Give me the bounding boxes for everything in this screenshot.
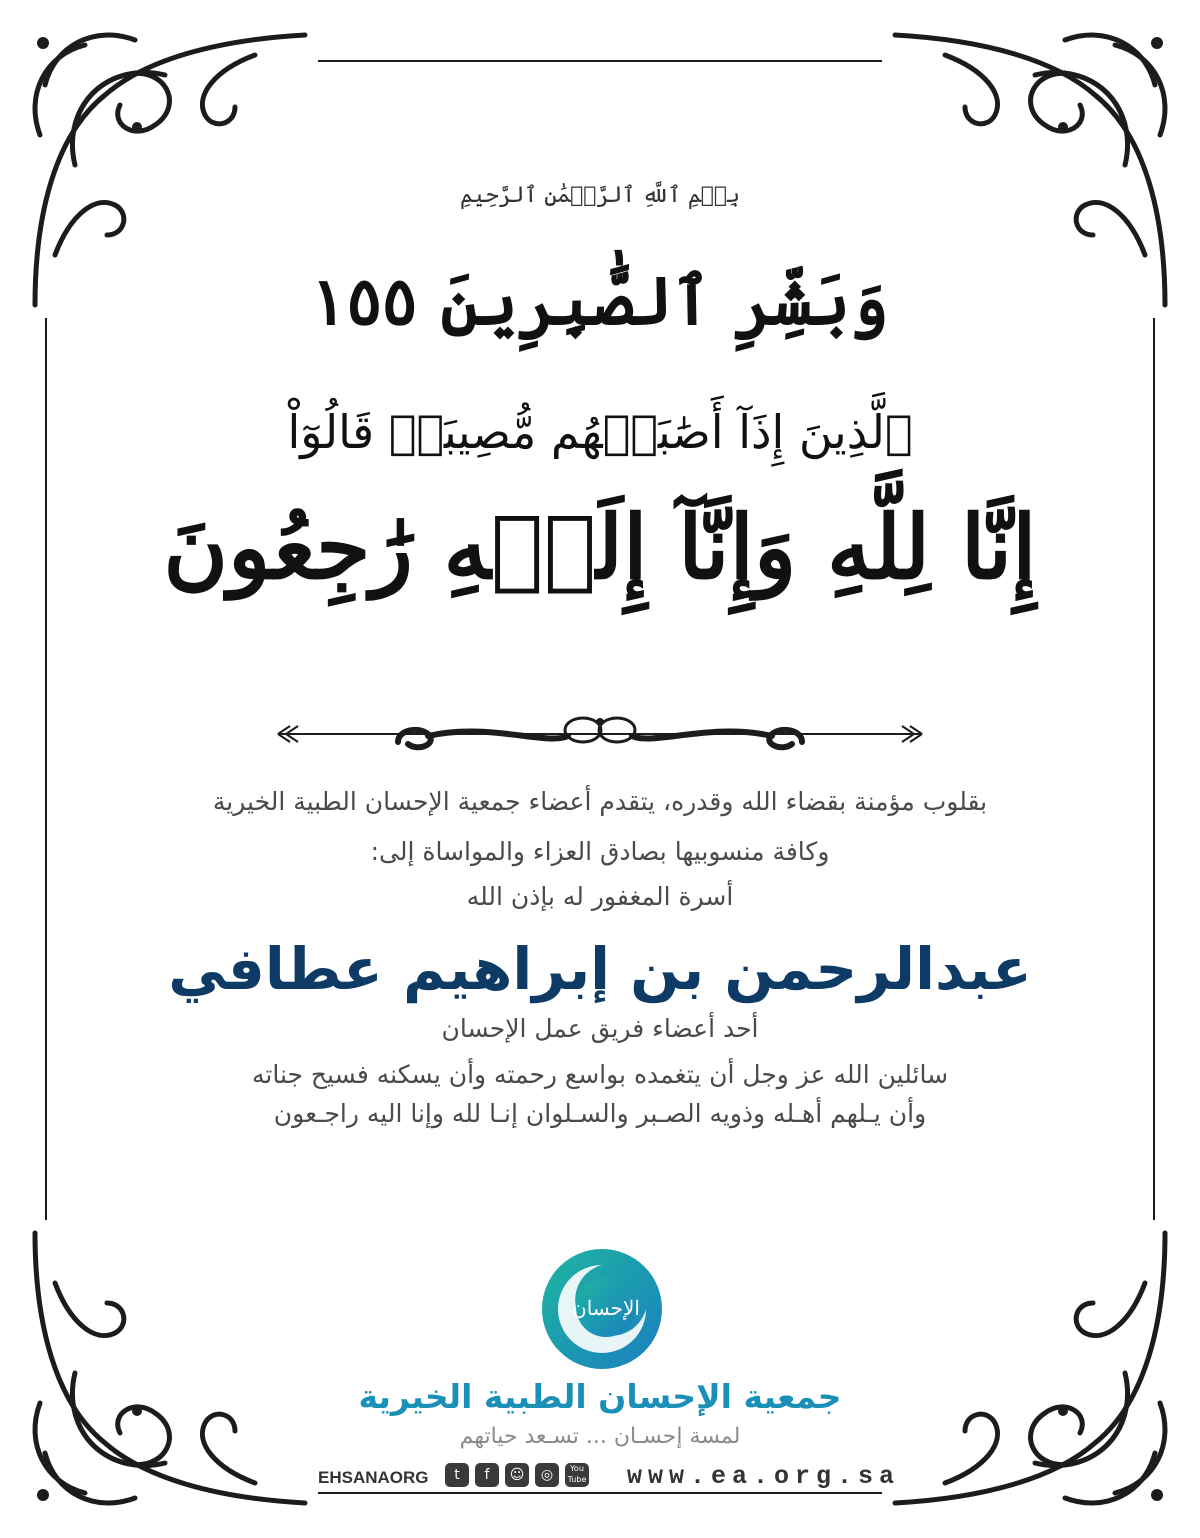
facebook-icon[interactable]: f (475, 1463, 499, 1487)
message-line-7: وأن يـلهم أهـله وذويه الصـبر والسـلوان إنـا لله وإنا اليه راجـعون (273, 1099, 927, 1128)
organization-logo (540, 1247, 664, 1371)
organization-tagline: لمسة إحسـان ... تسـعد حياتهم (459, 1424, 741, 1449)
social-handle[interactable]: EHSANAORG (318, 1468, 429, 1487)
frame-top-line (318, 60, 882, 62)
youtube-icon[interactable]: You Tube (565, 1463, 589, 1487)
organization-name: جمعية الإحسان الطبية الخيرية (358, 1377, 842, 1416)
message-line-3: أسرة المغفور له بإذن الله (466, 882, 734, 911)
ornament-corner-bottom-left (15, 1213, 325, 1523)
social-icons (445, 1463, 589, 1487)
logo-text: الإحسان (572, 1296, 640, 1320)
message-line-5: أحد أعضاء فريق عمل الإحسان (441, 1014, 759, 1043)
frame-bottom-line (318, 1492, 882, 1494)
instagram-icon[interactable]: ◎ (535, 1463, 559, 1487)
basmala: بِسۡمِ ٱللَّهِ ٱلرَّحۡمَٰنِ ٱلرَّحِيمِ (459, 183, 741, 208)
message-line-2: وكافة منسوبيها بصادق العزاء والمواساة إلى: (370, 837, 830, 866)
twitter-icon[interactable]: t (445, 1463, 469, 1487)
deceased-name: عبدالرحمن بن إبراهيم عطافي (168, 935, 1032, 1003)
verse-line-2: ٱلَّذِينَ إِذَآ أَصَٰبَتۡهُم مُّصِيبَةٞ قَالُوٓاْ (287, 405, 913, 459)
message-line-1: بقلوب مؤمنة بقضاء الله وقدره، يتقدم أعضاء جمعية الإحسان الطبية الخيرية (212, 787, 988, 816)
snapchat-icon[interactable]: ☺ (505, 1463, 529, 1487)
website-link[interactable]: www.ea.org.sa (627, 1462, 901, 1491)
message-line-6: سائلين الله عز وجل أن يتغمده بواسع رحمته وأن يسكنه فسيح جناته (251, 1060, 949, 1089)
ornament-corner-bottom-right (875, 1213, 1185, 1523)
verse-line-3: إِنَّا لِلَّهِ وَإِنَّآ إِلَيۡهِ رَٰجِعُونَ (163, 495, 1037, 599)
ornament-divider (268, 712, 932, 756)
verse-line-1: وَبَشِّرِ ٱلصَّٰبِرِينَ ١٥٥ (311, 262, 889, 340)
